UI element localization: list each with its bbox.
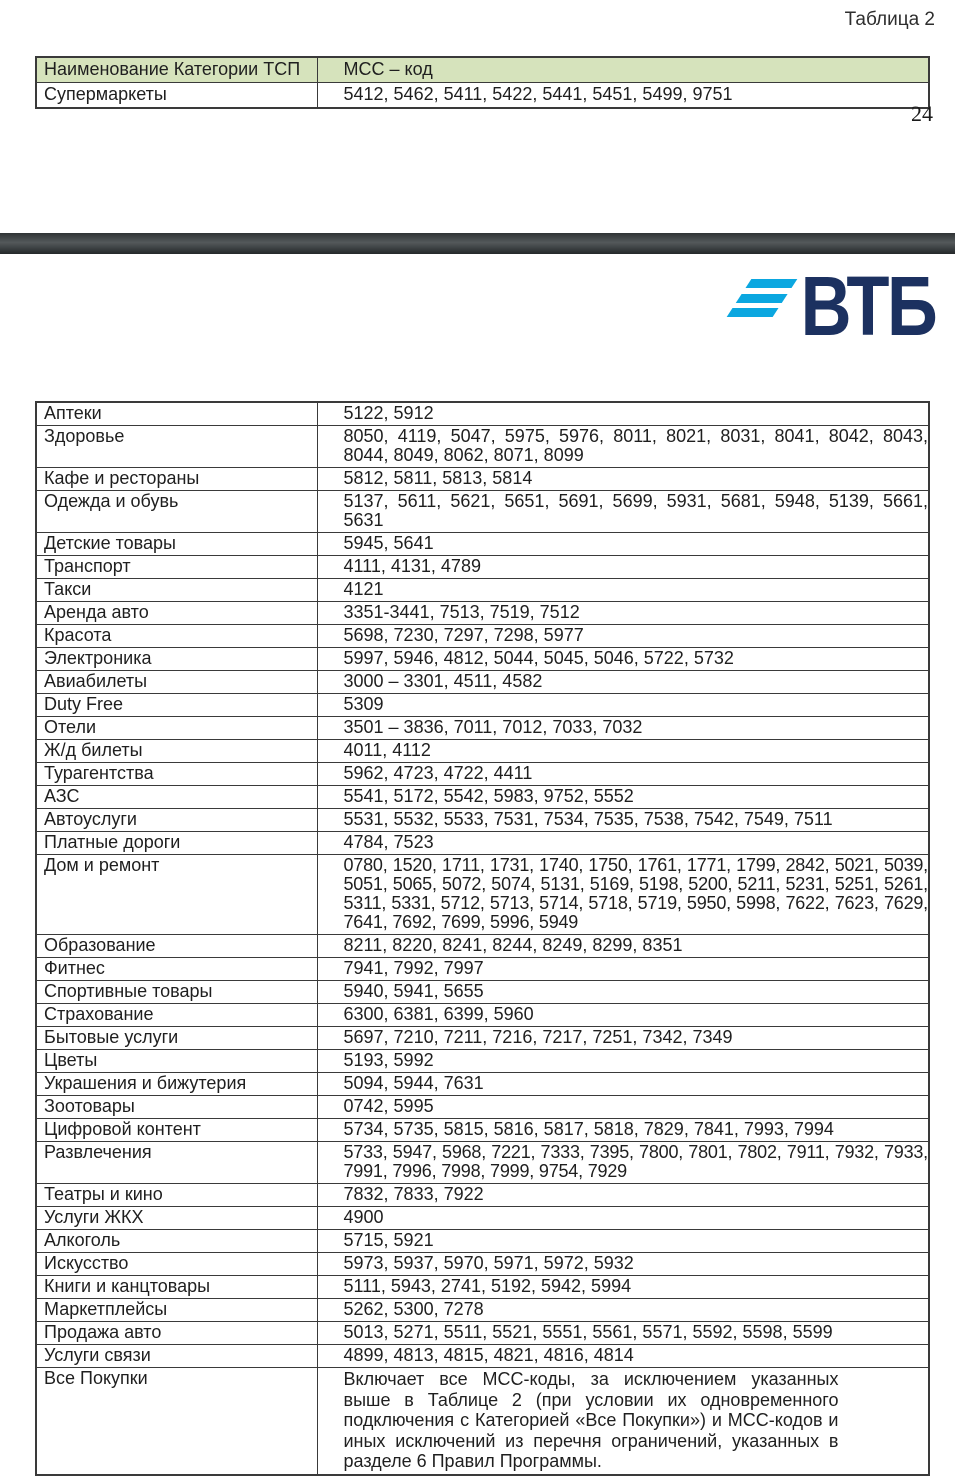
table-row	[36, 468, 929, 491]
mcc-codes-cell: 4121	[317, 579, 929, 602]
category-cell: Дом и ремонт	[36, 855, 317, 935]
mcc-codes-cell: 0780, 1520, 1711, 1731, 1740, 1750, 1761, 1771, 1799, 2842, 5021, 5039, 5051, 5065, 5072, 5074, 5131, 5169, 5198, 5200, 5211, 5231, 5251, 5261, 5311, 5331, 5712, 5713, 5714, 5718, 5719, 5950, 5998, 7622, 7623, 7629, 7641, 7692, 7699, 5996, 5949	[317, 855, 929, 935]
mcc-codes-cell: 5412, 5462, 5411, 5422, 5441, 5451, 5499, 9751	[317, 83, 929, 109]
mcc-codes-cell: 4900	[317, 1207, 929, 1230]
table-row	[36, 1230, 929, 1253]
category-cell: Транспорт	[36, 556, 317, 579]
table-row	[36, 1004, 929, 1027]
mcc-codes-cell: 3351-3441, 7513, 7519, 7512	[317, 602, 929, 625]
table-row	[36, 1345, 929, 1368]
table-row	[36, 426, 929, 468]
mcc-codes-cell: 7941, 7992, 7997	[317, 958, 929, 981]
mcc-codes-cell: 5715, 5921	[317, 1230, 929, 1253]
table-row	[36, 1322, 929, 1345]
mcc-codes-cell: 5541, 5172, 5542, 5983, 9752, 5552	[317, 786, 929, 809]
table-row	[36, 556, 929, 579]
mcc-codes-cell: 0742, 5995	[317, 1096, 929, 1119]
table-row	[36, 1096, 929, 1119]
category-cell: Образование	[36, 935, 317, 958]
page-number: 24	[911, 101, 933, 126]
mcc-codes-cell: 5697, 7210, 7211, 7216, 7217, 7251, 7342, 7349	[317, 1027, 929, 1050]
table-row	[36, 602, 929, 625]
mcc-codes-cell: 5698, 7230, 7297, 7298, 5977	[317, 625, 929, 648]
mcc-codes-cell: 5945, 5641	[317, 533, 929, 556]
column-header-category: Наименование Категории ТСП	[36, 57, 317, 83]
mcc-codes-cell: 5013, 5271, 5511, 5521, 5551, 5561, 5571, 5592, 5598, 5599	[317, 1322, 929, 1345]
mcc-categories-table	[35, 401, 930, 1476]
table-row	[36, 740, 929, 763]
category-cell: Искусство	[36, 1253, 317, 1276]
category-cell: Одежда и обувь	[36, 491, 317, 533]
table-row	[36, 958, 929, 981]
category-cell: Здоровье	[36, 426, 317, 468]
category-cell: Книги и канцтовары	[36, 1276, 317, 1299]
page-separator-bar	[0, 233, 955, 254]
mcc-codes-cell: 5734, 5735, 5815, 5816, 5817, 5818, 7829, 7841, 7993, 7994	[317, 1119, 929, 1142]
table-row	[36, 981, 929, 1004]
mcc-codes-cell: 5997, 5946, 4812, 5044, 5045, 5046, 5722, 5732	[317, 648, 929, 671]
mcc-codes-cell: 5094, 5944, 7631	[317, 1073, 929, 1096]
table-row	[36, 1119, 929, 1142]
table-row	[36, 809, 929, 832]
table-row	[36, 1276, 929, 1299]
category-cell: Страхование	[36, 1004, 317, 1027]
table-row	[36, 491, 929, 533]
category-cell: Такси	[36, 579, 317, 602]
summary-table	[35, 56, 930, 109]
category-cell: Турагентства	[36, 763, 317, 786]
table-caption: Таблица 2	[844, 9, 935, 30]
table-row	[36, 786, 929, 809]
mcc-codes-cell: 5733, 5947, 5968, 7221, 7333, 7395, 7800, 7801, 7802, 7911, 7932, 7933, 7991, 7996, 7998, 7999, 9754, 7929	[317, 1142, 929, 1184]
table-row	[36, 694, 929, 717]
category-cell: Спортивные товары	[36, 981, 317, 1004]
mcc-codes-cell: 5262, 5300, 7278	[317, 1299, 929, 1322]
category-cell: Аренда авто	[36, 602, 317, 625]
table-row	[36, 579, 929, 602]
mcc-codes-cell: 5973, 5937, 5970, 5971, 5972, 5932	[317, 1253, 929, 1276]
table-row	[36, 1073, 929, 1096]
mcc-codes-cell: 6300, 6381, 6399, 5960	[317, 1004, 929, 1027]
mcc-codes-cell: 5193, 5992	[317, 1050, 929, 1073]
table-row	[36, 935, 929, 958]
table-row	[36, 671, 929, 694]
mcc-codes-cell: 5812, 5811, 5813, 5814	[317, 468, 929, 491]
table-row	[36, 648, 929, 671]
category-cell: Автоуслуги	[36, 809, 317, 832]
table-row	[36, 1299, 929, 1322]
column-header-mcc: МСС – код	[317, 57, 929, 83]
category-cell: Театры и кино	[36, 1184, 317, 1207]
category-cell: Услуги связи	[36, 1345, 317, 1368]
table-row	[36, 763, 929, 786]
table-row	[36, 1142, 929, 1184]
category-cell: Красота	[36, 625, 317, 648]
category-cell: Все Покупки	[36, 1368, 317, 1475]
category-cell: Ж/д билеты	[36, 740, 317, 763]
mcc-codes-cell: 4899, 4813, 4815, 4821, 4816, 4814	[317, 1345, 929, 1368]
mcc-codes-cell	[317, 1368, 929, 1475]
table-row	[36, 1207, 929, 1230]
category-cell: Цветы	[36, 1050, 317, 1073]
mcc-codes-cell: 8050, 4119, 5047, 5975, 5976, 8011, 8021, 8031, 8041, 8042, 8043, 8044, 8049, 8062, 8071, 8099	[317, 426, 929, 468]
table-row	[36, 1027, 929, 1050]
category-cell: Аптеки	[36, 402, 317, 426]
category-cell: Платные дороги	[36, 832, 317, 855]
all-purchases-note: Включает все МСС-коды, за исключением указанных выше в Таблице 2 (при условии их одновременного подключения с Категорией «Все Покупки») и МСС-кодов и иных исключений из перечня ограничений, указанных в разделе 6 Правил Программы.	[343, 1369, 839, 1471]
mcc-codes-cell: 5122, 5912	[317, 402, 929, 426]
mcc-codes-cell: 5962, 4723, 4722, 4411	[317, 763, 929, 786]
vtb-logo-text: ВТБ	[800, 259, 935, 353]
table-row	[36, 717, 929, 740]
table-row	[36, 625, 929, 648]
table-row	[36, 402, 929, 426]
category-cell: Отели	[36, 717, 317, 740]
vtb-stripes-icon	[727, 279, 798, 317]
table-row	[36, 1368, 929, 1475]
table-row	[36, 533, 929, 556]
category-cell: Авиабилеты	[36, 671, 317, 694]
category-cell: Бытовые услуги	[36, 1027, 317, 1050]
mcc-codes-cell: 4784, 7523	[317, 832, 929, 855]
category-cell: Детские товары	[36, 533, 317, 556]
category-cell: Украшения и бижутерия	[36, 1073, 317, 1096]
mcc-codes-cell: 5531, 5532, 5533, 7531, 7534, 7535, 7538, 7542, 7549, 7511	[317, 809, 929, 832]
category-cell: Фитнес	[36, 958, 317, 981]
mcc-codes-cell: 3000 – 3301, 4511, 4582	[317, 671, 929, 694]
mcc-codes-cell: 7832, 7833, 7922	[317, 1184, 929, 1207]
mcc-codes-cell: 8211, 8220, 8241, 8244, 8249, 8299, 8351	[317, 935, 929, 958]
mcc-codes-cell: 4011, 4112	[317, 740, 929, 763]
table-row	[36, 832, 929, 855]
summary-header-row	[36, 57, 929, 83]
category-cell: Супермаркеты	[36, 83, 317, 109]
category-cell: Кафе и рестораны	[36, 468, 317, 491]
table-row	[36, 855, 929, 935]
category-cell: Маркетплейсы	[36, 1299, 317, 1322]
category-cell: Duty Free	[36, 694, 317, 717]
mcc-codes-cell: 5940, 5941, 5655	[317, 981, 929, 1004]
category-cell: Электроника	[36, 648, 317, 671]
category-cell: Цифровой контент	[36, 1119, 317, 1142]
category-cell: Услуги ЖКХ	[36, 1207, 317, 1230]
category-cell: Продажа авто	[36, 1322, 317, 1345]
mcc-codes-cell: 3501 – 3836, 7011, 7012, 7033, 7032	[317, 717, 929, 740]
table-row	[36, 83, 929, 109]
mcc-codes-cell: 4111, 4131, 4789	[317, 556, 929, 579]
category-cell: Алкоголь	[36, 1230, 317, 1253]
table-row	[36, 1050, 929, 1073]
table-row	[36, 1253, 929, 1276]
category-cell: АЗС	[36, 786, 317, 809]
mcc-codes-cell: 5137, 5611, 5621, 5651, 5691, 5699, 5931, 5681, 5948, 5139, 5661, 5631	[317, 491, 929, 533]
mcc-codes-cell: 5309	[317, 694, 929, 717]
category-cell: Развлечения	[36, 1142, 317, 1184]
category-cell: Зоотовары	[36, 1096, 317, 1119]
table-row	[36, 1184, 929, 1207]
mcc-codes-cell: 5111, 5943, 2741, 5192, 5942, 5994	[317, 1276, 929, 1299]
